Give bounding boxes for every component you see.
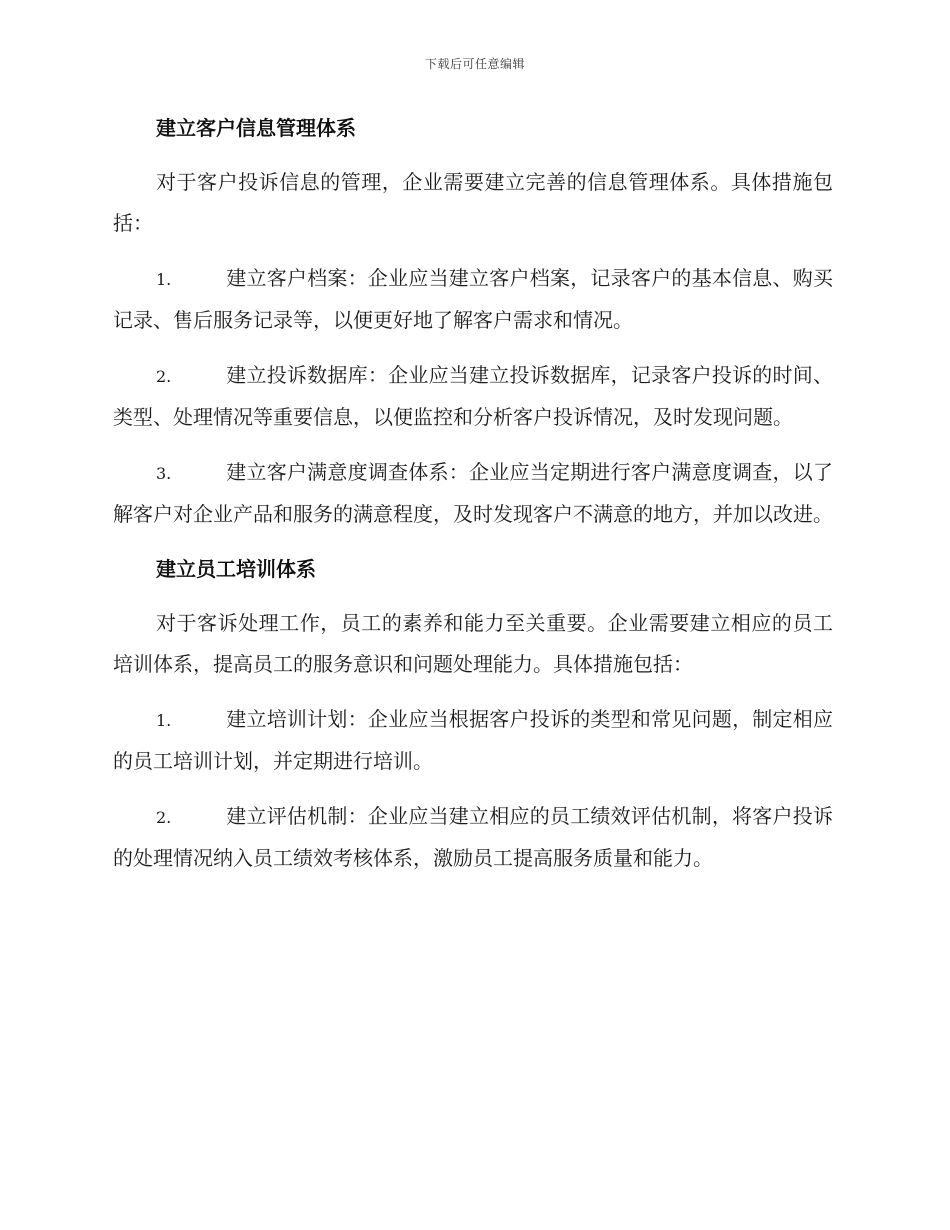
list-item-number: 1. (156, 711, 172, 730)
section-heading: 建立员工培训体系 (156, 557, 316, 581)
list-item-number: 2. (156, 808, 172, 827)
list-item-text: 建立投诉数据库：企业应当建立投诉数据库，记录客户投诉的时间、类型、处理情况等重要信息，以便监控和分析客户投诉情况，及时发现问题。 (113, 363, 833, 429)
section-intro: 对于客诉处理工作，员工的素养和能力至关重要。企业需要建立相应的员工培训体系，提高员工的服务意识和问题处理能力。具体措施包括： (113, 611, 833, 676)
list-item-text: 建立评估机制：企业应当建立相应的员工绩效评估机制，将客户投诉的处理情况纳入员工绩效考核体系，激励员工提高服务质量和能力。 (113, 804, 833, 870)
list-item-text: 建立客户满意度调查体系：企业应当定期进行客户满意度调查，以了解客户对企业产品和服务的满意程度，及时发现客户不满意的地方，并加以改进。 (113, 460, 833, 526)
list-item (113, 355, 833, 438)
list-item-number: 2. (156, 367, 172, 386)
header-note: 下载后可任意编辑 (424, 57, 525, 71)
section-heading: 建立客户信息管理体系 (156, 116, 356, 140)
list-item (113, 258, 833, 341)
list-item-number: 3. (156, 464, 172, 483)
list-item-text: 建立培训计划：企业应当根据客户投诉的类型和常见问题，制定相应的员工培训计划，并定期进行培训。 (113, 707, 833, 773)
list-item (113, 452, 833, 535)
list-item-text: 建立客户档案：企业应当建立客户档案，记录客户的基本信息、购买记录、售后服务记录等，以便更好地了解客户需求和情况。 (113, 266, 833, 332)
section-intro: 对于客户投诉信息的管理，企业需要建立完善的信息管理体系。具体措施包括： (113, 170, 833, 235)
list-item (113, 699, 833, 782)
document-body (113, 108, 833, 893)
list-item-number: 1. (156, 270, 172, 289)
list-item (113, 796, 833, 879)
